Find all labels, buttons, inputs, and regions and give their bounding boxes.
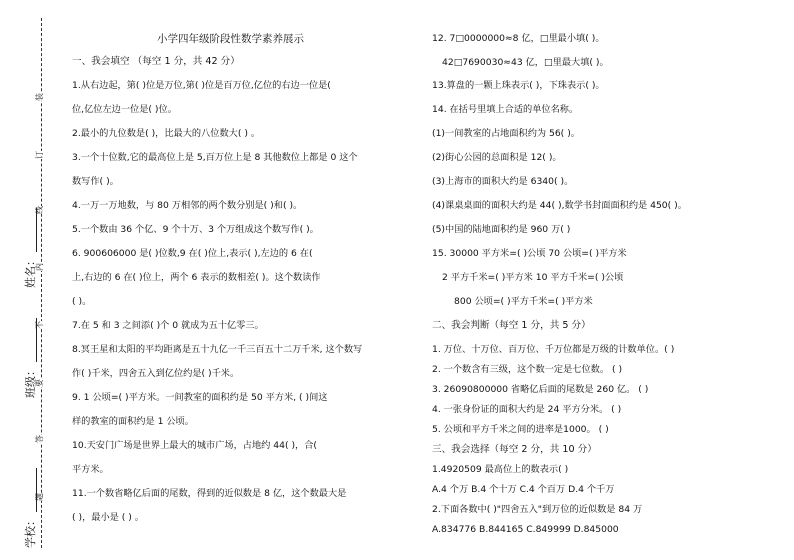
seal-char: 题	[35, 493, 44, 501]
seal-char: 装	[35, 93, 44, 101]
question-line: (1)一间教室的占地面积约为 56( )。	[432, 128, 580, 139]
seal-char: 线	[35, 206, 44, 214]
section-heading: 二、我会判断（每空 1 分，共 5 分）	[432, 320, 591, 331]
question-line: 3. 26090800000 省略亿后面的尾数是 260 亿。 ( )	[432, 384, 649, 395]
seal-char: 要	[35, 379, 44, 387]
question-line: 上,右边的 6 在( )位上，两个 6 表示的数相差( )。这个数读作	[72, 272, 321, 283]
question-line: 样的教室的面积约是 1 公顷。	[72, 416, 194, 427]
question-line: 9. 1 公顷=( )平方米。一间教室的面积约是 50 平方米, ( )间这	[72, 392, 328, 403]
question-line: 11.一个数省略亿后面的尾数，得到的近似数是 8 亿，这个数最大是	[72, 488, 347, 499]
question-line: ( )，最小是 ( ) 。	[72, 512, 144, 523]
question-line: 1.从右边起，第( )位是万位,第( )位是百万位,亿位的右边一位是(	[72, 80, 331, 91]
question-line: 10.天安门广场是世界上最大的城市广场，占地约 44( )，合(	[72, 440, 318, 451]
page-title: 小学四年级阶段性数学素养展示	[157, 33, 304, 45]
question-line: 3.一个十位数,它的最高位上是 5,百万位上是 8 其他数位上都是 0 这个	[72, 152, 358, 163]
name-field[interactable]	[22, 208, 38, 288]
question-line: 15. 30000 平方米=( )公顷 70 公顷=( )平方米	[432, 248, 627, 259]
seal-char: 不	[35, 321, 44, 329]
question-line: (4)课桌桌面的面积大约是 44( ),数学书封面面积约是 450( )。	[432, 200, 687, 211]
school-field[interactable]	[22, 468, 38, 548]
question-line: 数写作( )。	[72, 176, 119, 187]
answer-options: A.4 个万 B.4 个十万 C.4 个百万 D.4 个千万	[432, 484, 615, 495]
question-line: 5.一个数由 36 个亿、9 个十万、3 个万组成这个数写作( )。	[72, 224, 319, 235]
question-line: 5. 公顷和平方千米之间的进率是1000。 ( )	[432, 424, 609, 435]
question-line: 1.4920509 最高位上的数表示( )	[432, 464, 569, 475]
question-line: (2)街心公园的总面积是 12( )。	[432, 152, 562, 163]
question-line: 2 平方千米=( )平方米 10 平方千米=( )公顷	[442, 272, 624, 283]
question-line: 作( )千米，四舍五入到亿位约是( )千米。	[72, 368, 240, 379]
class-blank[interactable]	[26, 318, 37, 362]
name-blank[interactable]	[26, 208, 37, 252]
class-field[interactable]	[22, 318, 38, 398]
seal-char: 内	[35, 263, 44, 271]
question-line: (3)上海市的面积大约是 6340( )。	[432, 176, 574, 187]
question-line: 平方米。	[72, 464, 109, 475]
question-line: 2. 一个数含有三级，这个数一定是七位数。 ( )	[432, 364, 623, 375]
name-label: 姓名：	[24, 255, 37, 288]
question-line: ( )。	[72, 296, 92, 307]
question-line: 800 公顷=( )平方千米=( )平方米	[454, 296, 593, 307]
seal-char: 答	[35, 435, 44, 443]
binding-margin	[0, 0, 58, 560]
question-line: 4.一万一万地数，与 80 万相邻的两个数分别是( )和( )。	[72, 200, 303, 211]
section-heading: 一、我会填空 （每空 1 分，共 42 分）	[72, 56, 240, 67]
school-blank[interactable]	[26, 468, 37, 512]
question-line: 12. 7□0000000≈8 亿，□里最小填( )。	[432, 33, 605, 44]
question-line: 13.算盘的一颗上珠表示( )，下珠表示( )。	[432, 80, 605, 91]
school-label: 学校：	[24, 515, 37, 548]
question-line: 2.下面各数中( )"四舍五入"到万位的近似数是 84 万	[432, 504, 643, 515]
question-line: 42□7690030≈43 亿，□里最大填( )。	[442, 57, 609, 68]
question-line: 7.在 5 和 3 之间添( )个 0 就成为五十亿零三。	[72, 320, 264, 331]
question-line: 4. 一张身份证的面积大约是 24 平方分米。 ( )	[432, 404, 622, 415]
question-line: 2.最小的九位数是( )，比最大的八位数大( ) 。	[72, 128, 261, 139]
class-label: 班级：	[24, 365, 37, 398]
seal-char: 订	[35, 151, 44, 159]
section-heading: 三、我会选择（每空 2 分，共 10 分）	[432, 444, 597, 455]
question-line: 14. 在括号里填上合适的单位名称。	[432, 104, 579, 115]
question-line: 6. 900606000 是( )位数,9 在( )位上,表示( ),左边的 6 在(	[72, 248, 313, 259]
answer-options: A.834776 B.844165 C.849999 D.845000	[432, 524, 619, 535]
question-line: 位,亿位左边一位是( )位。	[72, 104, 177, 115]
question-line: 8.冥王星和太阳的平均距离是五十九亿一千三百五十二万千米, 这个数写	[72, 344, 363, 355]
question-line: 1. 万位、十万位、百万位、千万位都是万级的计数单位。( )	[432, 344, 675, 355]
question-line: (5)中国的陆地面积约是 960 万( )	[432, 224, 571, 235]
